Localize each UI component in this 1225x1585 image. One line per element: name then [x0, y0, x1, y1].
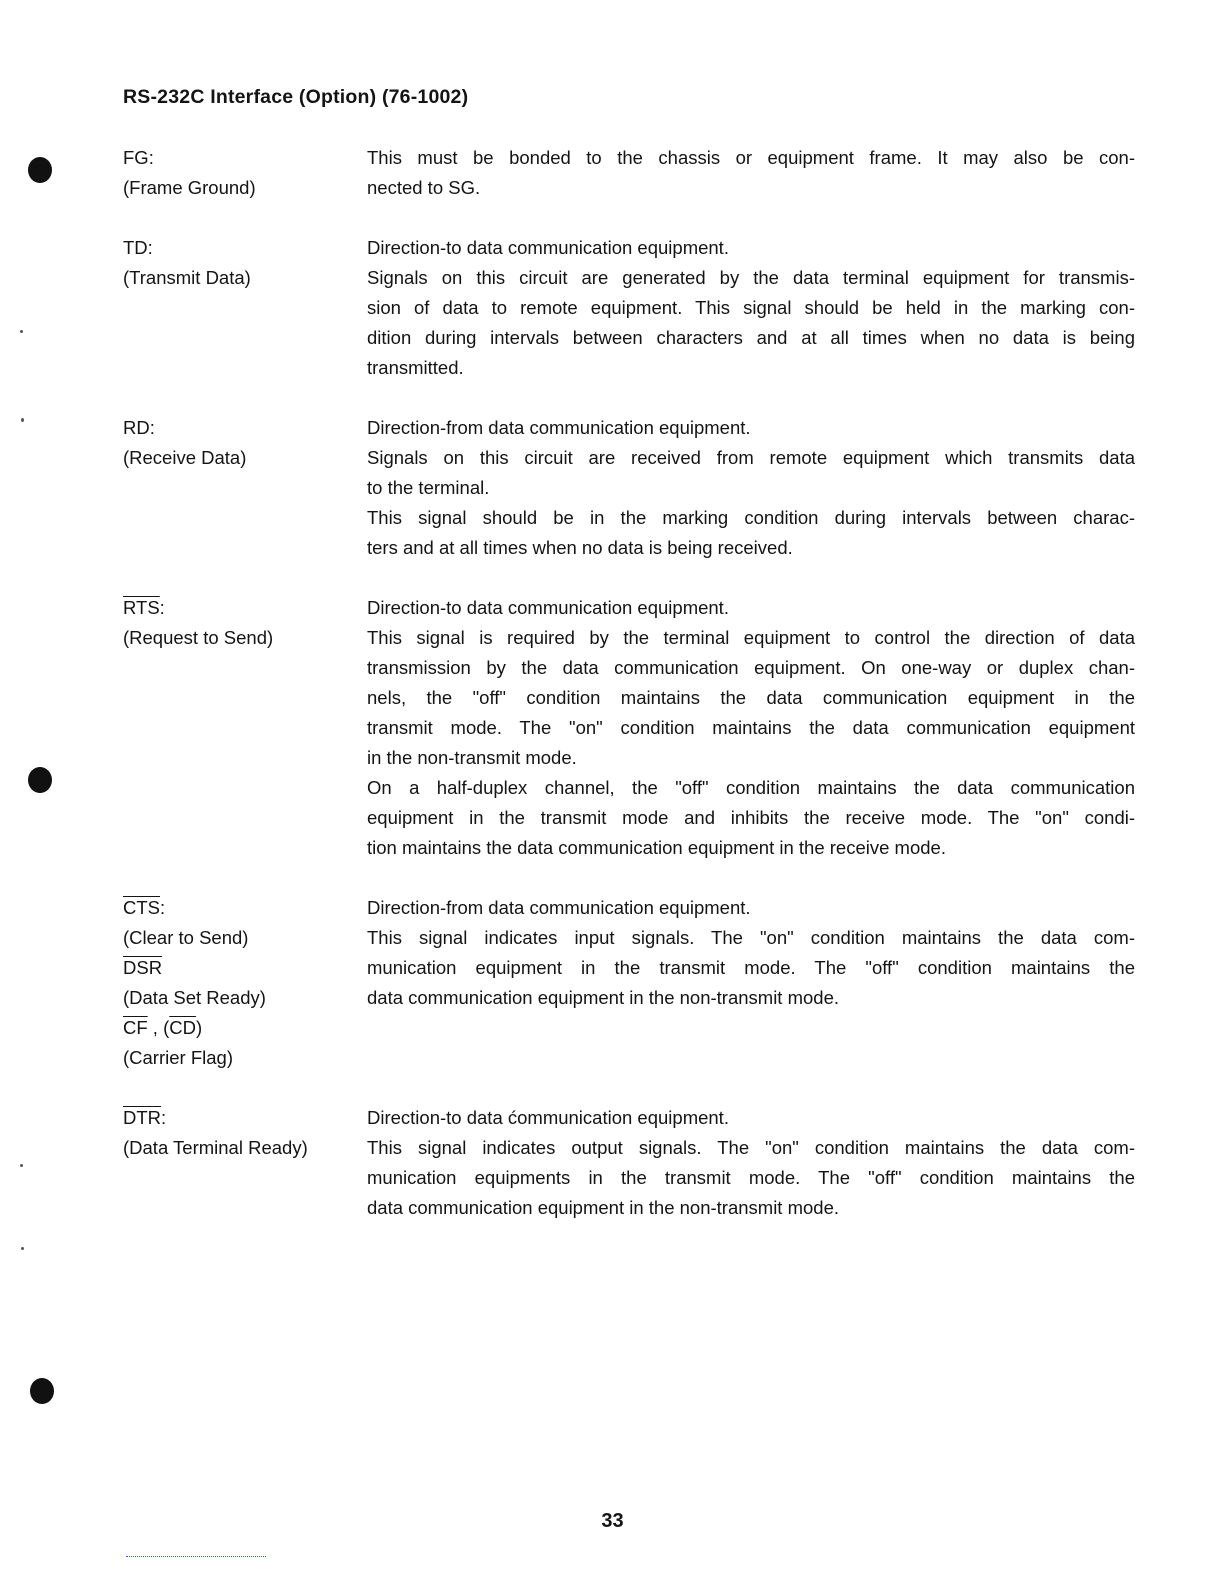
description-line: This must be bonded to the chassis or equipment frame. It may also be con- — [367, 147, 1135, 168]
description-line: data communication equipment in the non-transmit mode. — [367, 987, 840, 1008]
description-line: On a half-duplex channel, the "off" condition maintains the data communication — [367, 777, 1135, 798]
binder-hole — [28, 767, 52, 793]
signal-abbrev: $\overline{DSR}$ — [123, 957, 163, 978]
description-line: sion of data to remote equipment. This signal should be held in the marking con- — [367, 297, 1135, 318]
page-title: RS-232C Interface (Option) (76-1002) — [123, 86, 469, 108]
signal-description — [367, 413, 1135, 563]
signal-abbrev: $\overline{CTS}$ — [123, 897, 160, 918]
signal-term — [123, 593, 363, 653]
signal-abbrev: $\overline{CD}$ — [169, 1017, 196, 1038]
description-line: transmit mode. The "on" condition maintains the data communication equipment — [367, 717, 1135, 738]
description-line: This signal indicates input signals. The "on" condition maintains the data com- — [367, 927, 1135, 948]
binder-hole — [30, 1378, 54, 1404]
signal-name — [123, 953, 363, 983]
signal-abbrev: $\overline{CF}$ — [123, 1017, 148, 1038]
description-line: equipment in the transmit mode and inhibits the receive mode. The "on" condi- — [367, 807, 1135, 828]
colon: : — [159, 597, 165, 618]
colon: : — [160, 897, 166, 918]
speck — [21, 418, 24, 422]
description-line: Direction-from data communication equipment. — [367, 417, 751, 438]
description-line: transmission by the data communication equipment. On one-way or duplex chan- — [367, 657, 1135, 678]
description-line: Direction-to data communication equipment. — [367, 237, 729, 258]
signal-description — [367, 893, 1135, 1013]
description-line: This signal is required by the terminal equipment to control the direction of data — [367, 627, 1135, 648]
colon: : — [161, 1107, 167, 1128]
description-line: dition during intervals between characters and at all times when no data is being — [367, 327, 1135, 348]
description-line: to the terminal. — [367, 477, 490, 498]
signal-description — [367, 143, 1135, 203]
signal-term — [123, 893, 363, 1073]
signal-full-name: (Data Set Ready) — [123, 987, 266, 1008]
description-line: transmitted. — [367, 357, 464, 378]
description-line: This signal should be in the marking condition during intervals between charac- — [367, 507, 1135, 528]
description-line: Direction-from data communication equipment. — [367, 897, 751, 918]
description-line: tion maintains the data communication equipment in the receive mode. — [367, 837, 946, 858]
signal-abbrev: $\overline{RTS}$ — [123, 597, 160, 618]
speck — [21, 1247, 24, 1250]
description-line: Direction-to data communication equipment. — [367, 597, 729, 618]
page-number: 33 — [601, 1510, 624, 1532]
description-line: data communication equipment in the non-transmit mode. — [367, 1197, 840, 1218]
description-line: nected to SG. — [367, 177, 481, 198]
description-line: nels, the "off" condition maintains the data communication equipment in the — [367, 687, 1135, 708]
signal-term — [123, 233, 363, 293]
separator: , ( — [147, 1017, 170, 1038]
signal-name: TD: — [123, 237, 153, 258]
signal-name: FG: — [123, 147, 154, 168]
signal-description — [367, 233, 1135, 383]
speck — [20, 1164, 23, 1167]
signal-name: RD: — [123, 417, 155, 438]
description-line: This signal indicates output signals. The "on" condition maintains the data com- — [367, 1137, 1135, 1158]
paren: ) — [196, 1017, 203, 1038]
description-line: Direction-to data ćommunication equipment. — [367, 1107, 729, 1128]
signal-full-name: (Transmit Data) — [123, 267, 251, 288]
signal-full-name: (Data Terminal Ready) — [123, 1137, 308, 1158]
speck — [20, 330, 23, 333]
footer-rule — [126, 1556, 266, 1557]
description-line: in the non-transmit mode. — [367, 747, 577, 768]
description-line: munication equipment in the transmit mode. The "off" condition maintains the — [367, 957, 1135, 978]
signal-name — [123, 893, 363, 923]
description-line: Signals on this circuit are generated by the data terminal equipment for transmis- — [367, 267, 1135, 288]
signal-abbrev: $\overline{DTR}$ — [123, 1107, 162, 1128]
signal-term — [123, 143, 363, 203]
signal-full-name: (Carrier Flag) — [123, 1047, 233, 1068]
signal-description — [367, 1103, 1135, 1223]
signal-term — [123, 413, 363, 473]
binder-hole — [28, 157, 52, 183]
signal-full-name: (Frame Ground) — [123, 177, 256, 198]
description-line: Signals on this circuit are received from remote equipment which transmits data — [367, 447, 1135, 468]
description-line: ters and at all times when no data is being received. — [367, 537, 793, 558]
signal-term — [123, 1103, 363, 1163]
signal-name — [123, 1103, 363, 1133]
signal-full-name: (Receive Data) — [123, 447, 247, 468]
signal-full-name: (Request to Send) — [123, 627, 274, 648]
description-line: munication equipments in the transmit mode. The "off" condition maintains the — [367, 1167, 1135, 1188]
signal-name — [123, 1013, 363, 1043]
signal-full-name: (Clear to Send) — [123, 927, 249, 948]
signal-description — [367, 593, 1135, 863]
signal-name — [123, 593, 363, 623]
